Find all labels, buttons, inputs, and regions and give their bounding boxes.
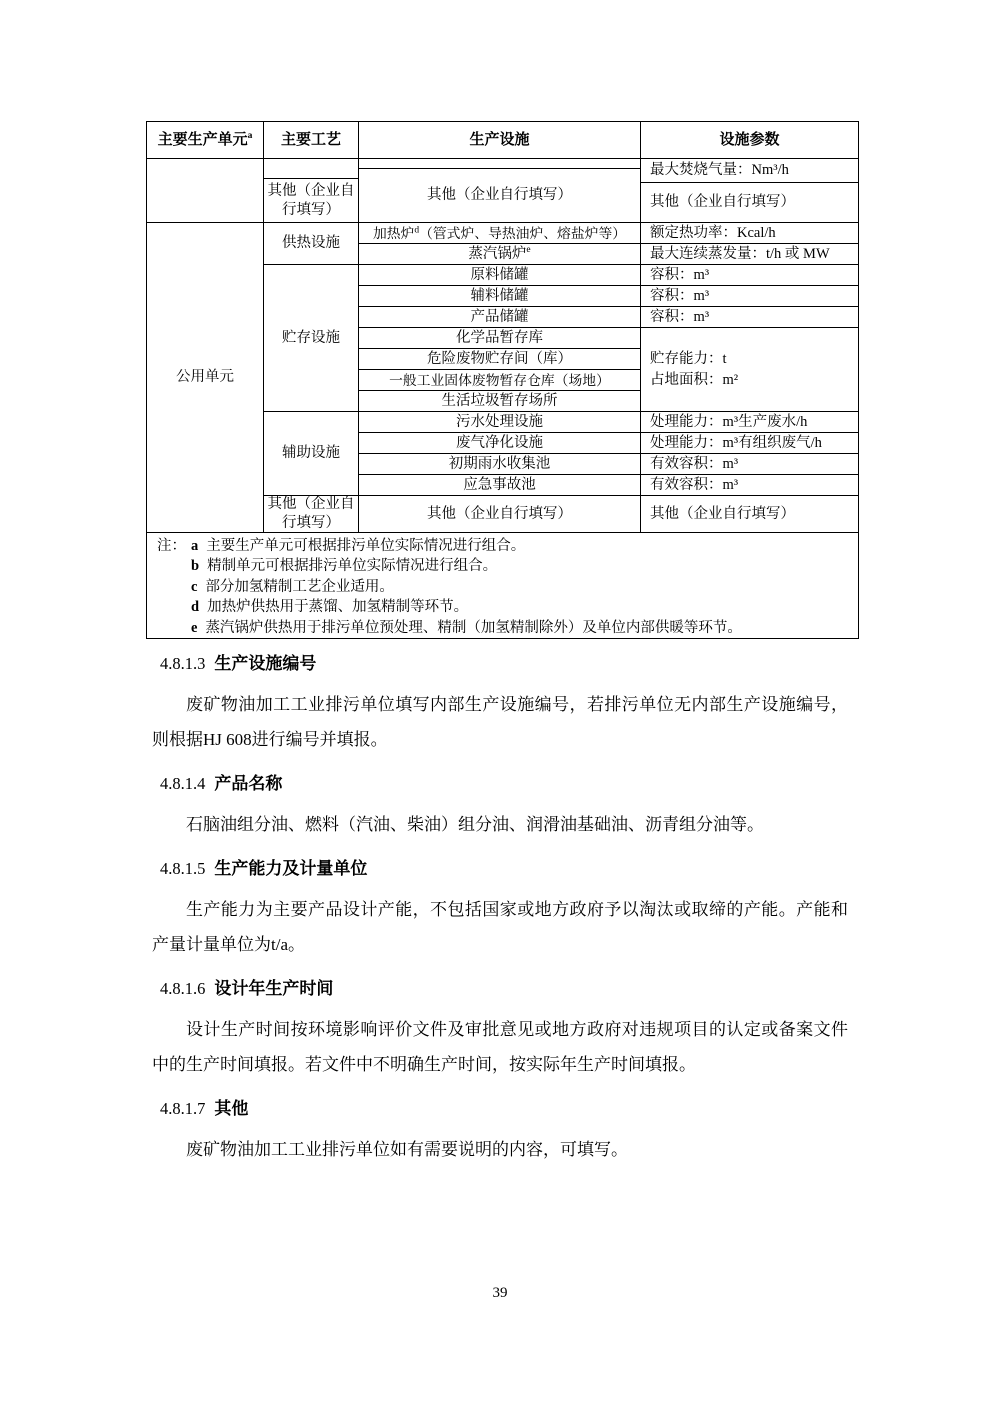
cell-storage-hazwaste: 危险废物贮存间（库）	[359, 349, 641, 370]
cell-process-continued-empty	[264, 159, 359, 179]
header-main-unit: 主要生产单元$^a$	[147, 122, 264, 159]
cell-param-other-top: 其他（企业自行填写）	[641, 183, 858, 223]
section-heading-4814	[160, 773, 848, 795]
page-number: 39	[492, 1285, 508, 1301]
cell-storage-raw-tank: 原料储罐	[359, 265, 641, 286]
section-number: 4.8.1.5	[160, 859, 206, 878]
section-title: 生产能力及计量单位	[214, 859, 368, 878]
cell-storage-aux-tank-param: 容积：m³	[641, 286, 858, 307]
note-line-c: c 部分加氢精制工艺企业适用。	[191, 578, 394, 595]
section-heading-4817	[160, 1098, 848, 1120]
cell-storage-aux-tank: 辅料储罐	[359, 286, 641, 307]
cell-boiler-param: 最大连续蒸发量：t/h 或 MW	[641, 244, 858, 265]
cell-facility-other: 其他（企业自行填写）	[359, 169, 641, 223]
section-paragraph-4814: 石脑油组分油、燃料（汽油、柴油）组分油、润滑油基础油、沥青组分油等。	[186, 815, 764, 834]
storage-capacity-param: 贮存能力：t	[650, 350, 727, 367]
cell-furnace-param: 额定热功率：Kcal/h	[641, 223, 858, 244]
section-heading-4815	[160, 858, 848, 880]
section-title: 生产设施编号	[214, 654, 317, 673]
cell-other-facility: 其他（企业自行填写）	[359, 496, 641, 533]
cell-other-param: 其他（企业自行填写）	[641, 496, 858, 533]
note-line-b: b 精制单元可根据排污单位实际情况进行组合。	[191, 558, 498, 575]
section-paragraph-4817: 废矿物油加工工业排污单位如有需要说明的内容，可填写。	[186, 1140, 628, 1159]
cell-storage-garbage: 生活垃圾暂存场所	[359, 391, 641, 412]
cell-aux-rainwater-param: 有效容积：m³	[641, 454, 858, 475]
cell-storage-label: 贮存设施	[264, 265, 359, 412]
cell-aux-emergency-param: 有效容积：m³	[641, 475, 858, 496]
cell-storage-raw-tank-param: 容积：m³	[641, 265, 858, 286]
cell-aux-gas-purify-param: 处理能力：m³有组织废气/h	[641, 433, 858, 454]
section-title: 其他	[214, 1099, 249, 1118]
section-number: 4.8.1.3	[160, 654, 206, 673]
section-number: 4.8.1.6	[160, 979, 206, 998]
section-number: 4.8.1.7	[160, 1099, 206, 1118]
cell-process-other: 其他（企业自行填写）	[264, 179, 359, 223]
header-unit-superscript: a	[247, 130, 253, 141]
header-facility: 生产设施	[359, 122, 641, 159]
section-paragraph-4816: 设计生产时间按环境影响评价文件及审批意见或地方政府对违规项目的认定或备案文件中的生产时间填报。若文件中不明确生产时间，按实际年生产时间填报。	[152, 1020, 848, 1074]
note-line-a: 注： a 主要生产单元可根据排污单位实际情况进行组合。	[157, 536, 850, 556]
cell-aux-emergency: 应急事故池	[359, 475, 641, 496]
section-paragraph-4813: 废矿物油加工工业排污单位填写内部生产设施编号，若排污单位无内部生产设施编号，则根据HJ 608进行编号并填报。	[152, 695, 848, 749]
cell-facility-continued-empty	[359, 159, 641, 169]
section-title: 设计年生产时间	[214, 979, 334, 998]
cell-param-burn-gas: 最大焚烧气量：Nm³/h	[641, 159, 858, 183]
cell-aux-wastewater-param: 处理能力：m³生产废水/h	[641, 412, 858, 433]
note-prefix: 注：	[157, 538, 186, 554]
cell-public-unit: 公用单元	[147, 223, 264, 533]
document-body	[152, 637, 848, 1167]
cell-aux-gas-purify: 废气净化设施	[359, 433, 641, 454]
cell-storage-solidwaste: 一般工业固体废物暂存仓库（场地）	[359, 370, 641, 391]
cell-storage-product-tank: 产品储罐	[359, 307, 641, 328]
cell-aux-wastewater: 污水处理设施	[359, 412, 641, 433]
furnace-superscript: d	[414, 224, 420, 235]
cell-heating-label: 供热设施	[264, 223, 359, 265]
cell-storage-chemical: 化学品暂存库	[359, 328, 641, 349]
cell-auxiliary-label: 辅助设施	[264, 412, 359, 496]
table-notes	[147, 533, 858, 638]
cell-furnace: 加热炉$^d$（管式炉、导热油炉、熔盐炉等）	[359, 223, 641, 244]
production-facility-table	[146, 121, 859, 639]
header-main-process: 主要工艺	[264, 122, 359, 159]
section-heading-4816	[160, 978, 848, 1000]
section-heading-4813	[160, 653, 848, 675]
section-title: 产品名称	[214, 774, 283, 793]
cell-storage-merged-param	[641, 328, 858, 412]
storage-area-param: 占地面积：m²	[650, 371, 739, 388]
section-paragraph-4815: 生产能力为主要产品设计产能，不包括国家或地方政府予以淘汰或取缔的产能。产能和产量计量单位为t/a。	[152, 900, 848, 954]
cell-storage-product-tank-param: 容积：m³	[641, 307, 858, 328]
section-number: 4.8.1.4	[160, 774, 206, 793]
cell-other-process: 其他（企业自行填写）	[264, 496, 359, 533]
cell-aux-rainwater: 初期雨水收集池	[359, 454, 641, 475]
cell-boiler: 蒸汽锅炉$^e$	[359, 244, 641, 265]
cell-unit-continued-empty	[147, 159, 264, 223]
header-param: 设施参数	[641, 122, 858, 159]
note-line-e: e 蒸汽锅炉供热用于排污单位预处理、精制（加氢精制除外）及单位内部供暖等环节。	[191, 619, 742, 636]
note-line-d: d 加热炉供热用于蒸馏、加氢精制等环节。	[191, 599, 469, 616]
boiler-superscript: e	[526, 244, 531, 255]
